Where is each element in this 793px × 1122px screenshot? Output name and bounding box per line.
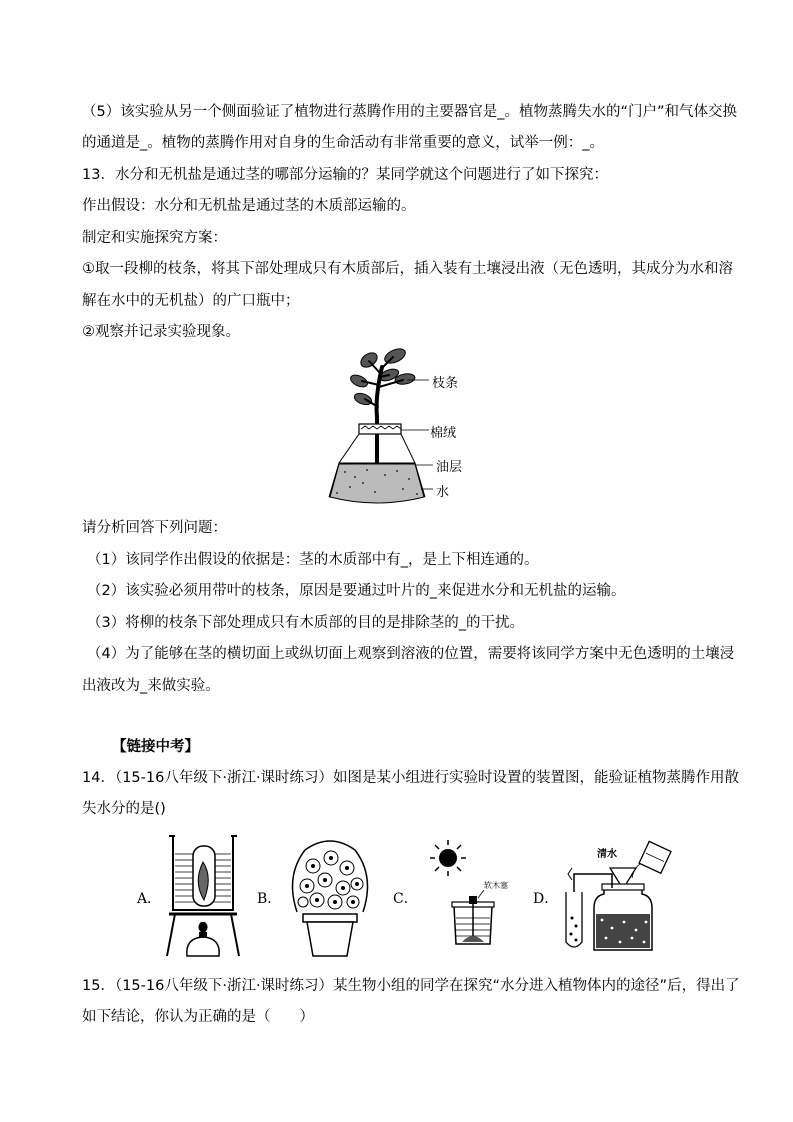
branch-experiment-figure [325, 347, 485, 509]
label-water: 水 [436, 485, 450, 500]
q13-sub2: （2）该实验必须用带叶的枝条，原因是要通过叶片的_来促进水分和无机盐的运输。 [87, 583, 626, 599]
q14-stem-line2: 失水分的是() [82, 801, 166, 817]
q13-prompt: 请分析回答下列问题： [82, 520, 227, 536]
label-oil-layer: 油层 [436, 460, 463, 475]
option-d-figure [560, 838, 676, 954]
section-title: 【链接中考】 [112, 739, 199, 755]
option-a-label: A． [137, 891, 162, 907]
q13-sub4-line1: （4）为了能够在茎的横切面上或纵切面上观察到溶液的位置，需要将该同学方案中无色透明的土壤浸 [87, 646, 735, 662]
q13-step2: ②观察并记录实验现象。 [82, 324, 240, 340]
q15-stem-line1: 15．（15-16八年级下·浙江·课时练习）某生物小组的同学在探究“水分进入植物体内的途径”后，得出了 [82, 978, 740, 994]
q12-part5-line1: （5）该实验从另一个侧面验证了植物进行蒸腾作用的主要器官是_。植物蒸腾失水的“门户”和气体交换 [82, 104, 737, 120]
q13-sub3: （3）将柳的枝条下部处理成只有木质部的目的是排除茎的_的干扰。 [87, 615, 524, 631]
q13-step1-line2: 解在水中的无机盐）的广口瓶中； [82, 293, 300, 309]
q13-hypothesis: 作出假设：水分和无机盐是通过茎的木质部运输的。 [82, 198, 416, 214]
q15-stem-line2: 如下结论，你认为正确的是（ ） [82, 1009, 314, 1025]
label-branch: 枝条 [432, 376, 459, 391]
option-c-label: C． [393, 891, 418, 907]
q12-part5-line2: 的通道是_。植物的蒸腾作用对自身的生命活动有非常重要的意义，试举一例：_。 [82, 135, 604, 151]
option-b-figure [285, 836, 375, 958]
option-c-figure [420, 838, 520, 952]
label-cork: 软木塞 [484, 881, 508, 890]
option-a-figure [165, 832, 241, 958]
q13-sub4-line2: 出液改为_来做实验。 [82, 678, 220, 694]
label-cotton: 棉绒 [430, 426, 457, 441]
q13-step1-line1: ①取一段柳的枝条，将其下部处理成只有木质部后，插入装有土壤浸出液（无色透明，其成分为水和溶 [82, 261, 733, 277]
q14-stem-line1: 14．（15-16八年级下·浙江·课时练习）如图是某小组进行实验时设置的装置图，能验证植物蒸腾作用散 [82, 770, 740, 786]
q13-stem: 13．水分和无机盐是通过茎的哪部分运输的？某同学就这个问题进行了如下探究： [82, 167, 608, 183]
q13-plan-title: 制定和实施探究方案： [82, 230, 227, 246]
option-d-label: D． [533, 891, 559, 907]
option-b-label: B． [257, 891, 282, 907]
label-clear-water: 清水 [597, 849, 617, 860]
q13-sub1: （1）该同学作出假设的依据是：茎的木质部中有_，是上下相连通的。 [87, 552, 539, 568]
